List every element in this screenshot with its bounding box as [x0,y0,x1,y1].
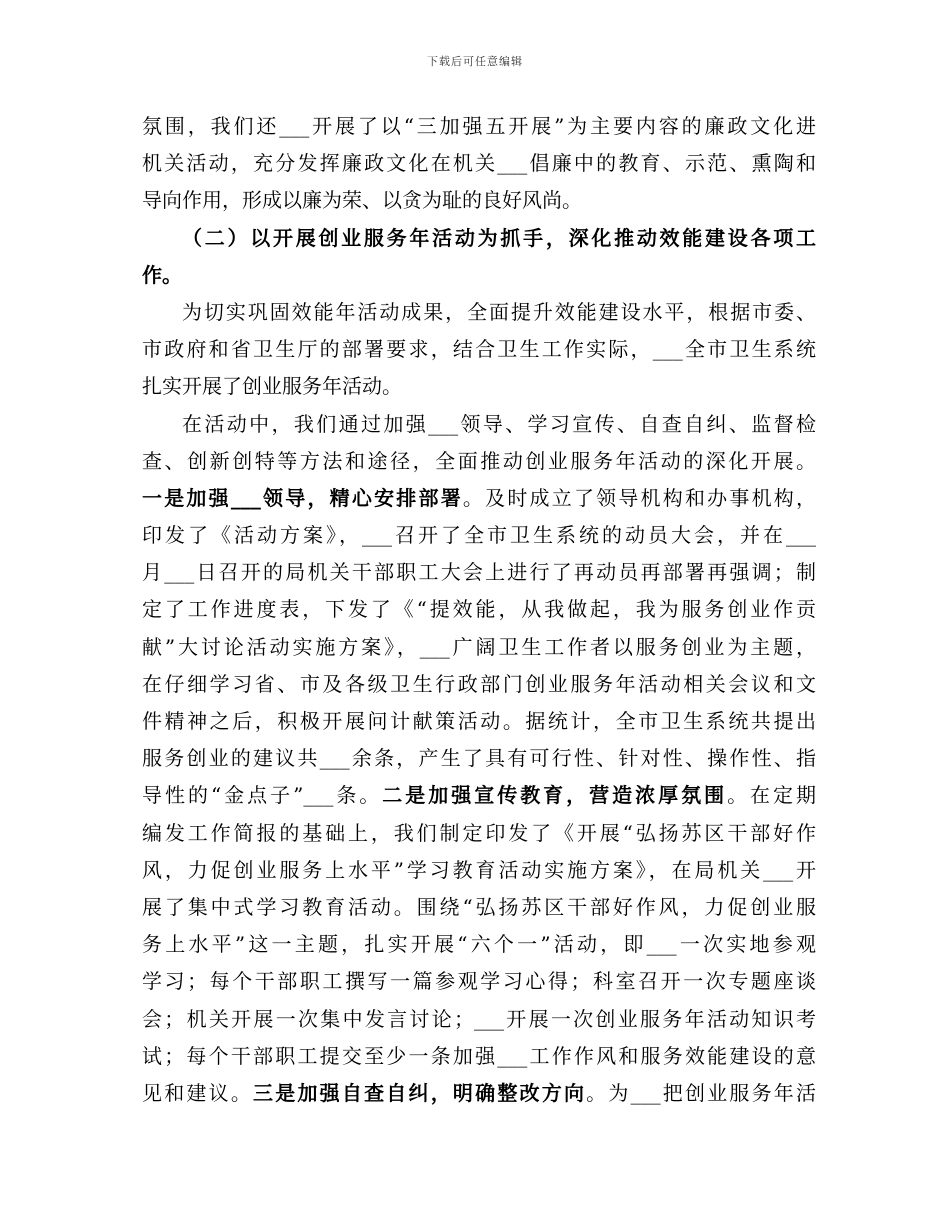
document-body [142,108,816,1112]
text-line: 见和建议。三是加强自查自纠，明确整改方向。为___把创业服务年活 [142,1080,817,1105]
text-line: 在活动中，我们通过加强___领导、学习宣传、自查自纠、监督检 [182,411,816,436]
text-line: 查、创新创特等方法和途径，全面推动创业服务年活动的深化开展。 [142,448,816,473]
text-line: 一是加强___领导，精心安排部署。及时成立了领导机构和办事机构， [142,485,817,510]
text-line: 学习；每个干部职工撰写一篇参观学习心得；科室召开一次专题座谈 [142,969,816,994]
text-line: 风，力促创业服务上水平”学习教育活动实施方案》，在局机关___开 [142,857,816,882]
section-heading: 作。 [142,262,182,287]
section-heading: （二）以开展创业服务年活动为抓手，深化推动效能建设各项工 [182,225,816,250]
text-line: 会；机关开展一次集中发言讨论；___开展一次创业服务年活动知识考 [142,1006,816,1031]
text-line: 为切实巩固效能年活动成果，全面提升效能建设水平，根据市委、 [182,299,816,324]
text-line: 机关活动，充分发挥廉政文化在机关___倡廉中的教育、示范、熏陶和 [142,151,816,176]
emphasis-phrase: 三是加强自查自纠，明确整改方向 [253,1080,587,1105]
text-line: 导性的“金点子”___条。二是加强宣传教育，营造浓厚氛围。在定期 [142,783,817,808]
text-line: 月___日召开的局机关干部职工大会上进行了再动员再部署再强调；制 [142,560,816,585]
text-line: 扎实开展了创业服务年活动。 [142,374,402,399]
page-header [0,53,950,69]
text-line: 试；每个干部职工提交至少一条加强___工作作风和服务效能建设的意 [142,1043,816,1068]
text-line: 件精神之后，积极开展问计献策活动。据统计，全市卫生系统共提出 [142,709,816,733]
text-line: 在仔细学习省、市及各级卫生行政部门创业服务年活动相关会议和文 [142,671,816,696]
text-line: 献”大讨论活动实施方案》，___广阔卫生工作者以服务创业为主题， [142,634,816,659]
text-line: 服务创业的建议共___余条，产生了具有可行性、针对性、操作性、指 [142,746,816,771]
text-line: 定了工作进度表，下发了《“提效能，从我做起，我为服务创业作贡 [142,597,816,622]
text-line: 展了集中式学习教育活动。围绕“弘扬苏区干部好作风，力促创业服 [142,894,816,919]
emphasis-phrase: 一是加强___领导，精心安排部署 [142,485,463,510]
text-line: 印发了《活动方案》，___召开了全市卫生系统的动员大会，并在___ [142,523,816,548]
text-line: 务上水平”这一主题，扎实开展“六个一”活动，即___一次实地参观 [142,932,816,957]
text-line: 导向作用，形成以廉为荣、以贪为耻的良好风尚。 [142,188,582,213]
page-header-text: 下载后可任意编辑 [427,55,523,68]
text-line: 编发工作简报的基础上，我们制定印发了《开展“弘扬苏区干部好作 [142,820,816,845]
text-line: 氛围，我们还___开展了以“三加强五开展”为主要内容的廉政文化进 [142,114,816,138]
text-line: 市政府和省卫生厅的部署要求，结合卫生工作实际，___全市卫生系统 [142,337,816,362]
emphasis-phrase: 二是加强宣传教育，营造浓厚氛围 [382,783,728,808]
